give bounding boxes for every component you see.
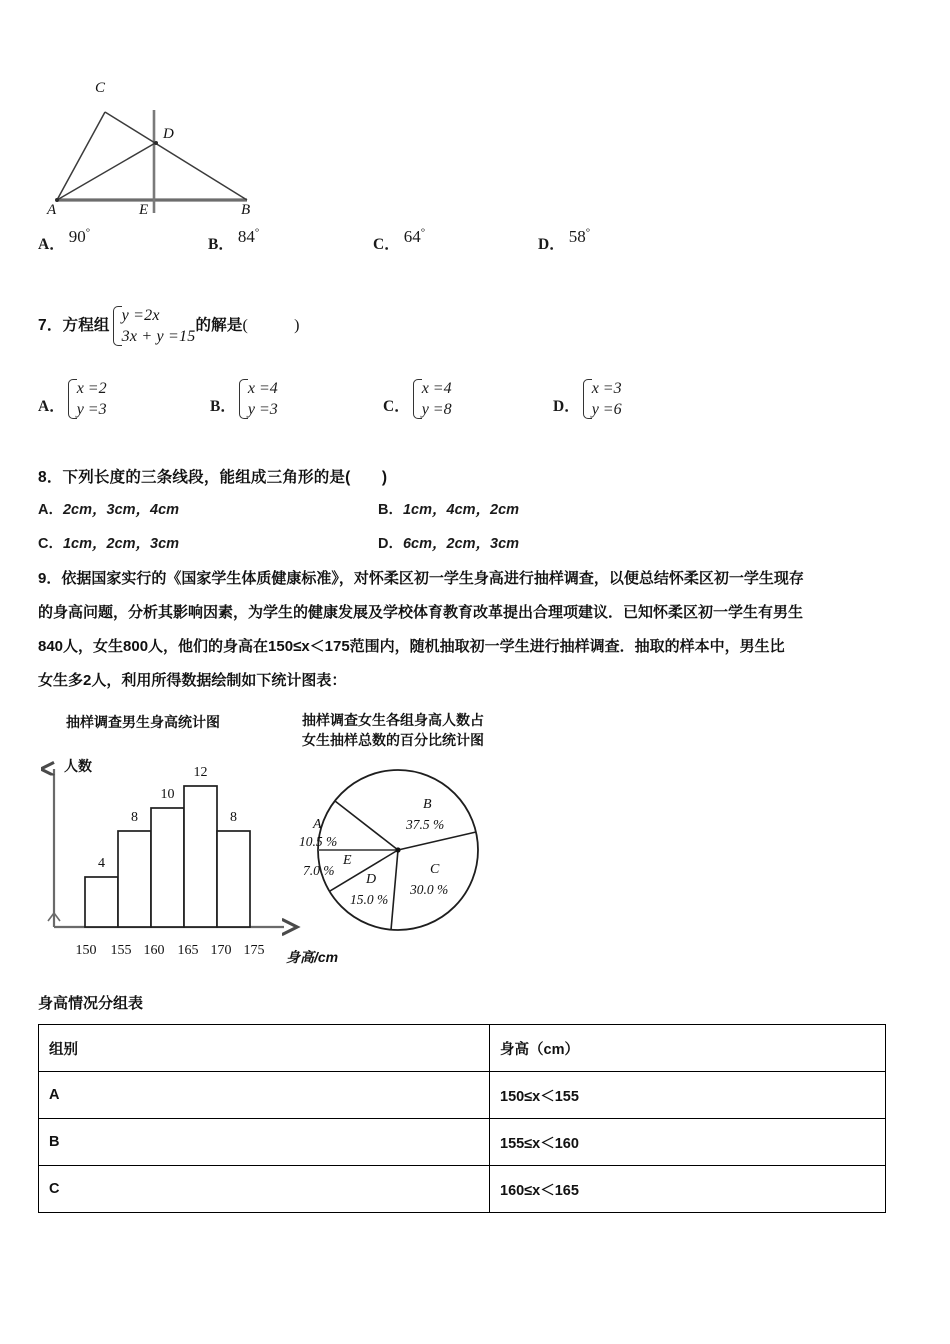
equation-line-1: y =2x [121,307,160,324]
option-d-line1: x =3 [591,380,622,397]
question9-line-3: 840人，女生800人，他们的身高在150≤x＜175范围内，随机抽取初一学生进行抽样调查．抽取的样本中，男生比 [38,638,785,655]
pie-value-e: 7.0 % [303,863,335,878]
question7-stem [38,305,300,347]
bar-chart-svg [38,755,328,955]
option-b-system [236,378,278,420]
table-cell-group-b: B [39,1119,490,1166]
bar-value-2: 8 [131,810,138,825]
table-caption: 身高情况分组表 [38,995,144,1012]
option-d-text: 6cm，2cm，3cm [402,536,520,552]
table-row [39,1119,886,1166]
question8-options-row-1 [38,498,928,524]
bar-value-1: 4 [98,856,105,871]
table-cell-range-b: 155≤x＜160 [490,1119,886,1166]
option-a-letter: A． [38,502,63,518]
option-b-letter: B． [208,236,234,253]
question9-line-2: 的身高问题，分析其影响因素，为学生的健康发展及学校体育教育改革提出合理项建议．已知怀柔区初一学生有男生 [38,604,804,621]
table-cell-range-a: 150≤x＜155 [490,1072,886,1119]
option-d-value: 58° [568,226,591,246]
table-header-row [39,1025,886,1072]
option-d-system [580,378,622,420]
option-a-system [65,378,107,420]
table-row [39,1072,886,1119]
table-cell-range-c: 160≤x＜165 [490,1166,886,1213]
question8-options-row-2 [38,532,928,558]
bar-value-5: 8 [230,810,237,825]
answer-paren-open: ( [242,317,249,335]
option-c-letter: C． [373,236,400,253]
table-cell-group-a: A [39,1072,490,1119]
question9-line-1: 9．依据国家实行的《国家学生体质健康标准》，对怀柔区初一学生身高进行抽样调查，以便总结怀柔区初一学生现存 [38,570,804,587]
pie-label-d: D [366,872,377,887]
pie-center-dot [395,847,400,852]
table-row [39,1166,886,1213]
option-d-q7[interactable] [553,378,622,420]
option-d-q8[interactable] [378,532,519,553]
option-a-letter: A． [38,398,65,416]
pie-chart-title-line2: 女生抽样总数的百分比统计图 [302,732,484,748]
option-d-letter: D． [553,398,580,416]
bar-170-175 [217,831,250,927]
option-a-text: 2cm，3cm，4cm [62,502,180,518]
x-tick-150: 150 [75,943,97,958]
x-tick-165: 165 [177,943,199,958]
option-d-letter: D． [538,236,565,253]
option-a-q6[interactable] [38,226,91,254]
vertex-label-e: E [139,202,149,218]
option-b-letter: B． [210,398,236,416]
x-tick-175: 175 [243,943,265,958]
option-c-letter: C． [38,536,63,552]
vertex-label-b: B [241,202,251,218]
pie-value-b: 37.5 % [406,817,445,832]
option-d-line2: y =6 [591,401,622,418]
question9-paragraph [38,562,920,698]
pie-value-c: 30.0 % [410,882,449,897]
vertex-label-a: A [47,202,57,218]
question7-number: 7． [38,317,63,335]
question6-options-row [38,226,928,262]
segment-cb [105,112,247,200]
option-b-q6[interactable] [208,226,260,254]
answer-paren-close: ) [294,317,300,335]
question7-stem-before: 方程组 [62,317,110,335]
bar-value-4: 12 [193,765,208,780]
option-b-value: 84° [237,226,260,246]
option-d-letter: D． [378,536,403,552]
pie-label-b: B [423,797,432,812]
option-c-q7[interactable] [383,378,452,420]
point-d [154,141,158,145]
x-tick-170: 170 [210,943,232,958]
question7-stem-after: 的解是 [195,317,243,335]
option-a-letter: A． [38,236,65,253]
option-a-line2: y =3 [76,401,107,418]
question9-line-4: 女生多2人，利用所得数据绘制如下统计图表： [38,672,347,689]
question7-options-row [38,378,928,430]
pie-value-d: 15.0 % [350,892,389,907]
option-b-q8[interactable] [378,498,519,519]
option-c-line2: y =8 [421,401,452,418]
bar-165-170 [184,786,217,927]
option-c-system [410,378,452,420]
option-b-letter: B． [378,502,403,518]
option-c-q6[interactable] [373,226,426,254]
option-a-q7[interactable] [38,378,107,420]
bar-chart-y-axis-label: 人数 [64,758,92,774]
option-b-q7[interactable] [210,378,278,420]
bar-150-155 [85,877,118,927]
option-c-letter: C． [383,398,410,416]
option-a-q8[interactable] [38,498,179,519]
pie-label-c: C [430,862,440,877]
option-b-text: 1cm，4cm，2cm [402,502,520,518]
triangle-geometry-figure [35,82,275,222]
bar-160-165 [151,808,184,927]
vertex-label-c: C [95,80,106,96]
pie-chart-svg [298,755,498,955]
triangle-svg [35,82,275,222]
table-header-height: 身高（cm） [490,1025,886,1072]
vertex-label-d: D [163,126,174,142]
x-tick-155: 155 [110,943,132,958]
option-c-q8[interactable] [38,532,179,553]
pie-chart-title-line1: 抽样调查女生各组身高人数占 [302,712,484,728]
table-cell-group-c: C [39,1166,490,1213]
equation-line-2: 3x + y =15 [121,328,196,345]
option-c-value: 64° [403,226,426,246]
x-tick-160: 160 [143,943,165,958]
option-c-text: 1cm，2cm，3cm [62,536,180,552]
option-a-value: 90° [68,226,91,246]
option-c-line1: x =4 [421,380,452,397]
statistics-charts-group [38,700,598,975]
option-a-line1: x =2 [76,380,107,397]
pie-label-a: A [313,817,322,832]
option-d-q6[interactable] [538,226,591,254]
option-b-line1: x =4 [247,380,278,397]
bar-chart-title: 抽样调查男生身高统计图 [66,714,220,730]
bar-155-160 [118,831,151,927]
height-group-table [38,1024,886,1213]
pie-value-a: 10.5 % [299,834,338,849]
bar-value-3: 10 [160,787,175,802]
option-b-line2: y =3 [247,401,278,418]
question7-equation-system [110,305,196,347]
table-header-group: 组别 [39,1025,490,1072]
bar-chart-x-axis-label: 身高/cm [286,949,339,965]
question8-stem: 8．下列长度的三条线段，能组成三角形的是( ) [38,469,388,486]
pie-label-e: E [343,853,352,868]
